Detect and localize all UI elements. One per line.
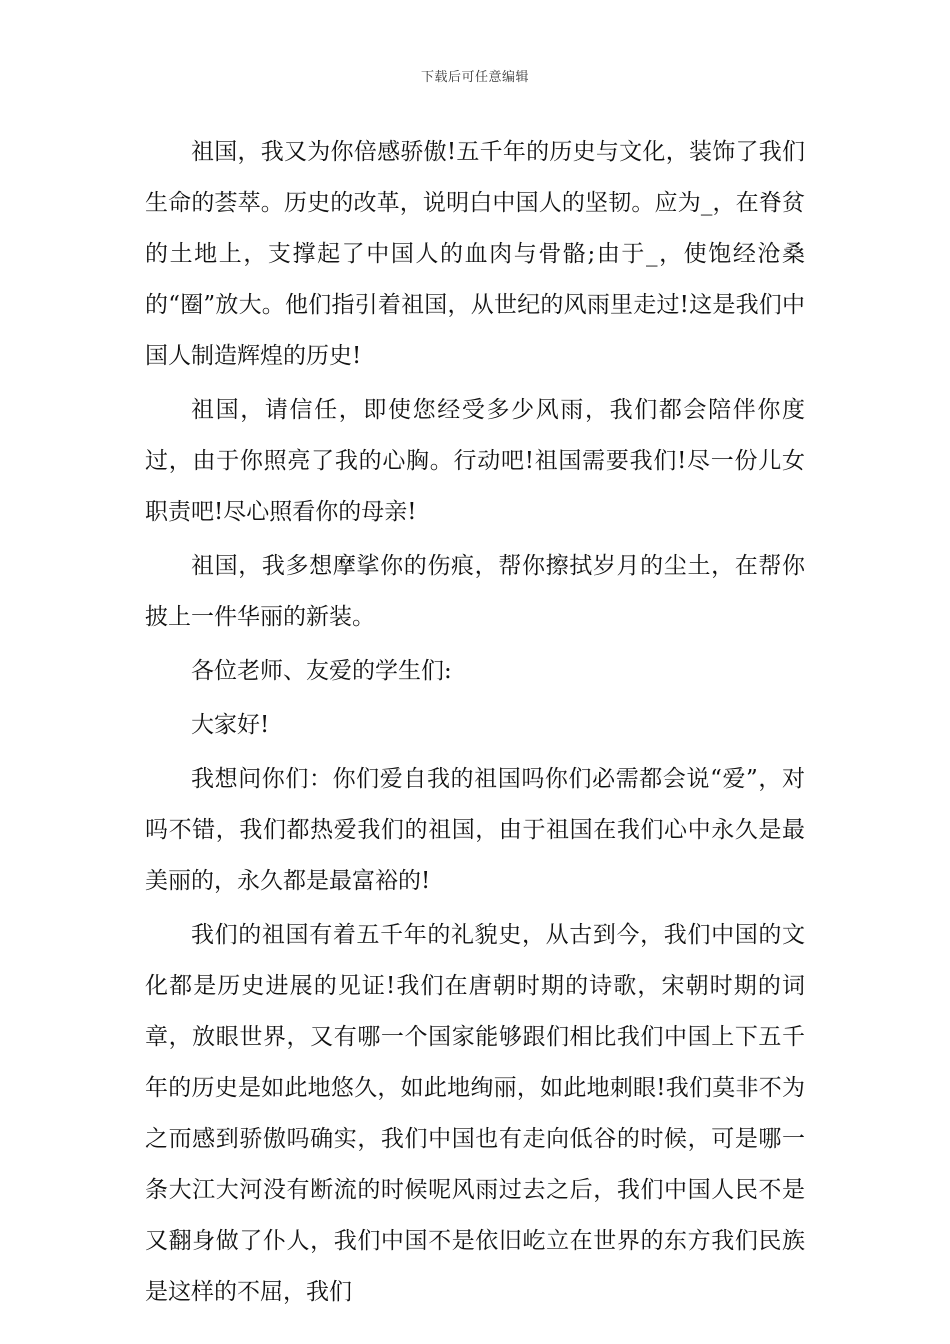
page-header: 下载后可任意编辑 [420,70,529,85]
paragraph: 祖国，请信任，即使您经受多少风雨，我们都会陪伴你度过，由于你照亮了我的心胸。行动吧!祖国需要我们!尽一份儿女职责吧!尽心照看你的母亲! [145,397,805,525]
salutation: 各位老师、友爱的学生们: [191,658,452,684]
paragraph: 我想问你们：你们爱自我的祖国吗你们必需都会说“爱”，对吗不错，我们都热爱我们的祖国，由于祖国在我们心中永久是最美丽的，永久都是最富裕的! [145,766,805,894]
paragraph: 祖国，我多想摩挲你的伤痕，帮你擦拭岁月的尘土，在帮你披上一件华丽的新装。 [145,553,805,630]
document-body [145,127,805,1321]
paragraph: 祖国，我又为你倍感骄傲!五千年的历史与文化，装饰了我们生命的荟萃。历史的改革，说明白中国人的坚韧。应为_，在脊贫的土地上，支撑起了中国人的血肉与骨骼;由于_，使饱经沧桑的“圈”放大。他们指引着祖国，从世纪的风雨里走过!这是我们中国人制造辉煌的历史! [145,139,805,369]
greeting: 大家好! [191,712,270,738]
paragraph: 我们的祖国有着五千年的礼貌史，从古到今，我们中国的文化都是历史进展的见证!我们在唐朝时期的诗歌，宋朝时期的词章，放眼世界，又有哪一个国家能够跟们相比我们中国上下五千年的历史是如此地悠久，如此地绚丽，如此地刺眼!我们莫非不为之而感到骄傲吗确实，我们中国也有走向低谷的时候，可是哪一条大江大河没有断流的时候呢风雨过去之后，我们中国人民不是又翻身做了仆人，我们中国不是依旧屹立在世界的东方我们民族是这样的不屈，我们 [145,922,805,1305]
